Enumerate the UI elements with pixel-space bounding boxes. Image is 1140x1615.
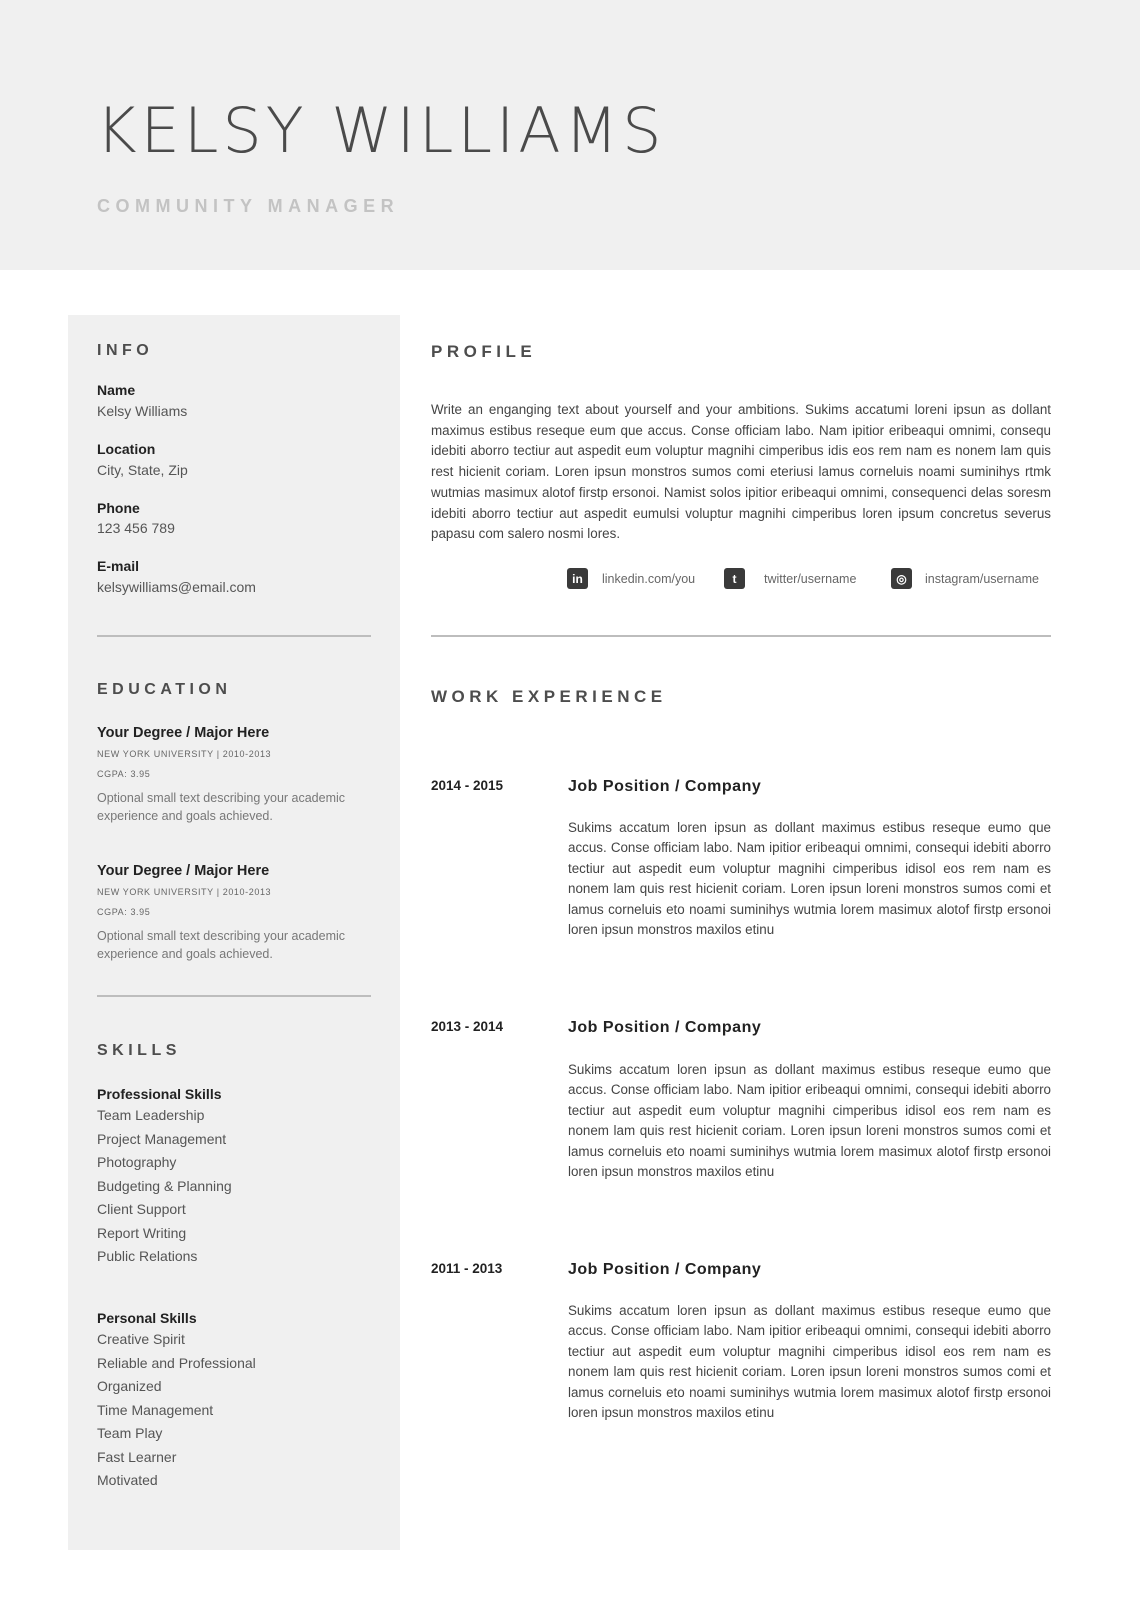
linkedin-icon: in xyxy=(567,568,588,589)
education-description: Optional small text describing your academic experience and goals achieved. xyxy=(97,929,346,961)
education-gpa: CGPA: 3.95 xyxy=(97,907,151,917)
education-school: NEW YORK UNIVERSITY | 2010-2013 xyxy=(97,749,272,759)
info-phone-value: 123 456 789 xyxy=(97,520,175,536)
list-item: Project Management xyxy=(97,1130,227,1147)
job-years: 2011 - 2013 xyxy=(431,1261,503,1276)
resume-header xyxy=(0,0,1140,270)
list-item: Public Relations xyxy=(97,1248,198,1264)
twitter-icon: t xyxy=(724,568,745,589)
info-location-label: Location xyxy=(97,441,156,457)
list-item: Budgeting & Planning xyxy=(97,1177,232,1194)
profile-text: Write an enganging text about yourself and your ambitions. Sukims accatumi loreni ipsun as dollant maximus estibus reseque eum que accus. Conse officiam labo. Nam ipitior eribeaqui omnimi, consequ idebiti aborro tectiur aut aspedit eum voluptur magnihi cimperibus idis eos rem nam es nonem lam quis rest hicienit coriam. Loren ipsun monstros sumos comi eteriusi lamus corneluis noami suminihys rtmk wutmias masimux alotof firstp ersonoi. Namist solos ipitior eribeaqui omnimi, consequenci delas soresm idebiti aborro tectiur aut aspedit eumulsi voluptur magnihi cimperibus loren ipsum concretus severus papasu com salero nosmi lores. xyxy=(431,402,1051,542)
sidebar-divider xyxy=(97,995,371,997)
twitter-link[interactable]: twitter/username xyxy=(764,571,857,586)
info-email-label: E-mail xyxy=(97,558,140,574)
list-item: Team Leadership xyxy=(97,1107,205,1123)
skills-title: SKILLS xyxy=(97,1042,181,1059)
job-title: Job Position / Company xyxy=(568,1019,762,1036)
list-item: Reliable and Professional xyxy=(97,1354,256,1371)
job-description: Sukims accatum loren ipsun as dollant maximus estibus reseque eumo que accus. Conse officiam labo. Nam ipitior eribeaqui omnimi, consequi idebiti aborro tectiur aut aspedit eum voluptur magnihi cimperibus idisol eos rem nam es nonem lam quis rest hicienit coriam. Loren ipsun loreni monstros sumos comi et lamus corneluis eto noami suminihys wutmia lorem masimux alotof firstp ersonoi loren ipsun monstros maxilos etinu xyxy=(568,820,1051,938)
job-title: Job Position / Company xyxy=(568,1261,762,1278)
education-gpa: CGPA: 3.95 xyxy=(97,769,151,779)
instagram-icon: ◎ xyxy=(891,568,912,589)
sidebar xyxy=(68,315,400,1550)
education-school: NEW YORK UNIVERSITY | 2010-2013 xyxy=(97,887,272,897)
list-item: Fast Learner xyxy=(97,1448,177,1465)
education-title: EDUCATION xyxy=(97,681,232,698)
candidate-role: COMMUNITY MANAGER xyxy=(97,196,400,216)
job-years: 2014 - 2015 xyxy=(431,778,504,793)
social-twitter[interactable] xyxy=(724,568,856,589)
list-item: Organized xyxy=(97,1378,162,1394)
info-name-value: Kelsy Williams xyxy=(97,403,188,419)
personal-skills-list xyxy=(97,1328,256,1493)
list-item: Team Play xyxy=(97,1425,163,1441)
job-title: Job Position / Company xyxy=(568,778,762,795)
main-divider xyxy=(431,635,1051,637)
sidebar-divider xyxy=(97,635,371,637)
candidate-name: KELSY WILLIAMS xyxy=(96,94,666,167)
info-title: INFO xyxy=(97,342,154,359)
professional-skills-heading: Professional Skills xyxy=(97,1086,222,1102)
info-phone-label: Phone xyxy=(97,500,140,516)
job-description: Sukims accatum loren ipsun as dollant maximus estibus reseque eumo que accus. Conse officiam labo. Nam ipitior eribeaqui omnimi, consequi idebiti aborro tectiur aut aspedit eum voluptur magnihi cimperibus idisol eos rem nam es nonem lam quis rest hicienit coriam. Loren ipsun loreni monstros sumos comi et lamus corneluis eto noami suminihys wutmia lorem masimux alotof firstp ersonoi loren ipsun monstros maxilos etinu xyxy=(568,1303,1051,1421)
job-description: Sukims accatum loren ipsun as dollant maximus estibus reseque eumo que accus. Conse officiam labo. Nam ipitior eribeaqui omnimi, consequi idebiti aborro tectiur aut aspedit eum voluptur magnihi cimperibus idisol eos rem nam es nonem lam quis rest hicienit coriam. Loren ipsun loreni monstros sumos comi et lamus corneluis eto noami suminihys wutmia lorem masimux alotof firstp ersonoi loren ipsun monstros maxilos etinu xyxy=(568,1062,1051,1180)
personal-skills-heading: Personal Skills xyxy=(97,1310,197,1326)
info-name-label: Name xyxy=(97,382,136,398)
education-description: Optional small text describing your academic experience and goals achieved. xyxy=(97,791,346,823)
list-item: Creative Spirit xyxy=(97,1331,185,1347)
social-instagram[interactable] xyxy=(891,568,1039,589)
list-item: Report Writing xyxy=(97,1224,187,1241)
instagram-link[interactable]: instagram/username xyxy=(925,571,1039,586)
work-experience-title: WORK EXPERIENCE xyxy=(431,687,667,706)
linkedin-link[interactable]: linkedin.com/you xyxy=(602,571,696,586)
education-degree: Your Degree / Major Here xyxy=(97,725,270,741)
profile-title: PROFILE xyxy=(431,342,537,361)
social-linkedin[interactable] xyxy=(567,568,695,589)
list-item: Time Management xyxy=(97,1401,214,1418)
professional-skills-list xyxy=(97,1104,232,1269)
list-item: Photography xyxy=(97,1154,177,1170)
education-degree: Your Degree / Major Here xyxy=(97,863,270,879)
info-email-value: kelsywilliams@email.com xyxy=(97,579,256,595)
info-location-value: City, State, Zip xyxy=(97,462,188,478)
list-item: Motivated xyxy=(97,1472,158,1488)
list-item: Client Support xyxy=(97,1201,186,1217)
job-years: 2013 - 2014 xyxy=(431,1019,504,1034)
